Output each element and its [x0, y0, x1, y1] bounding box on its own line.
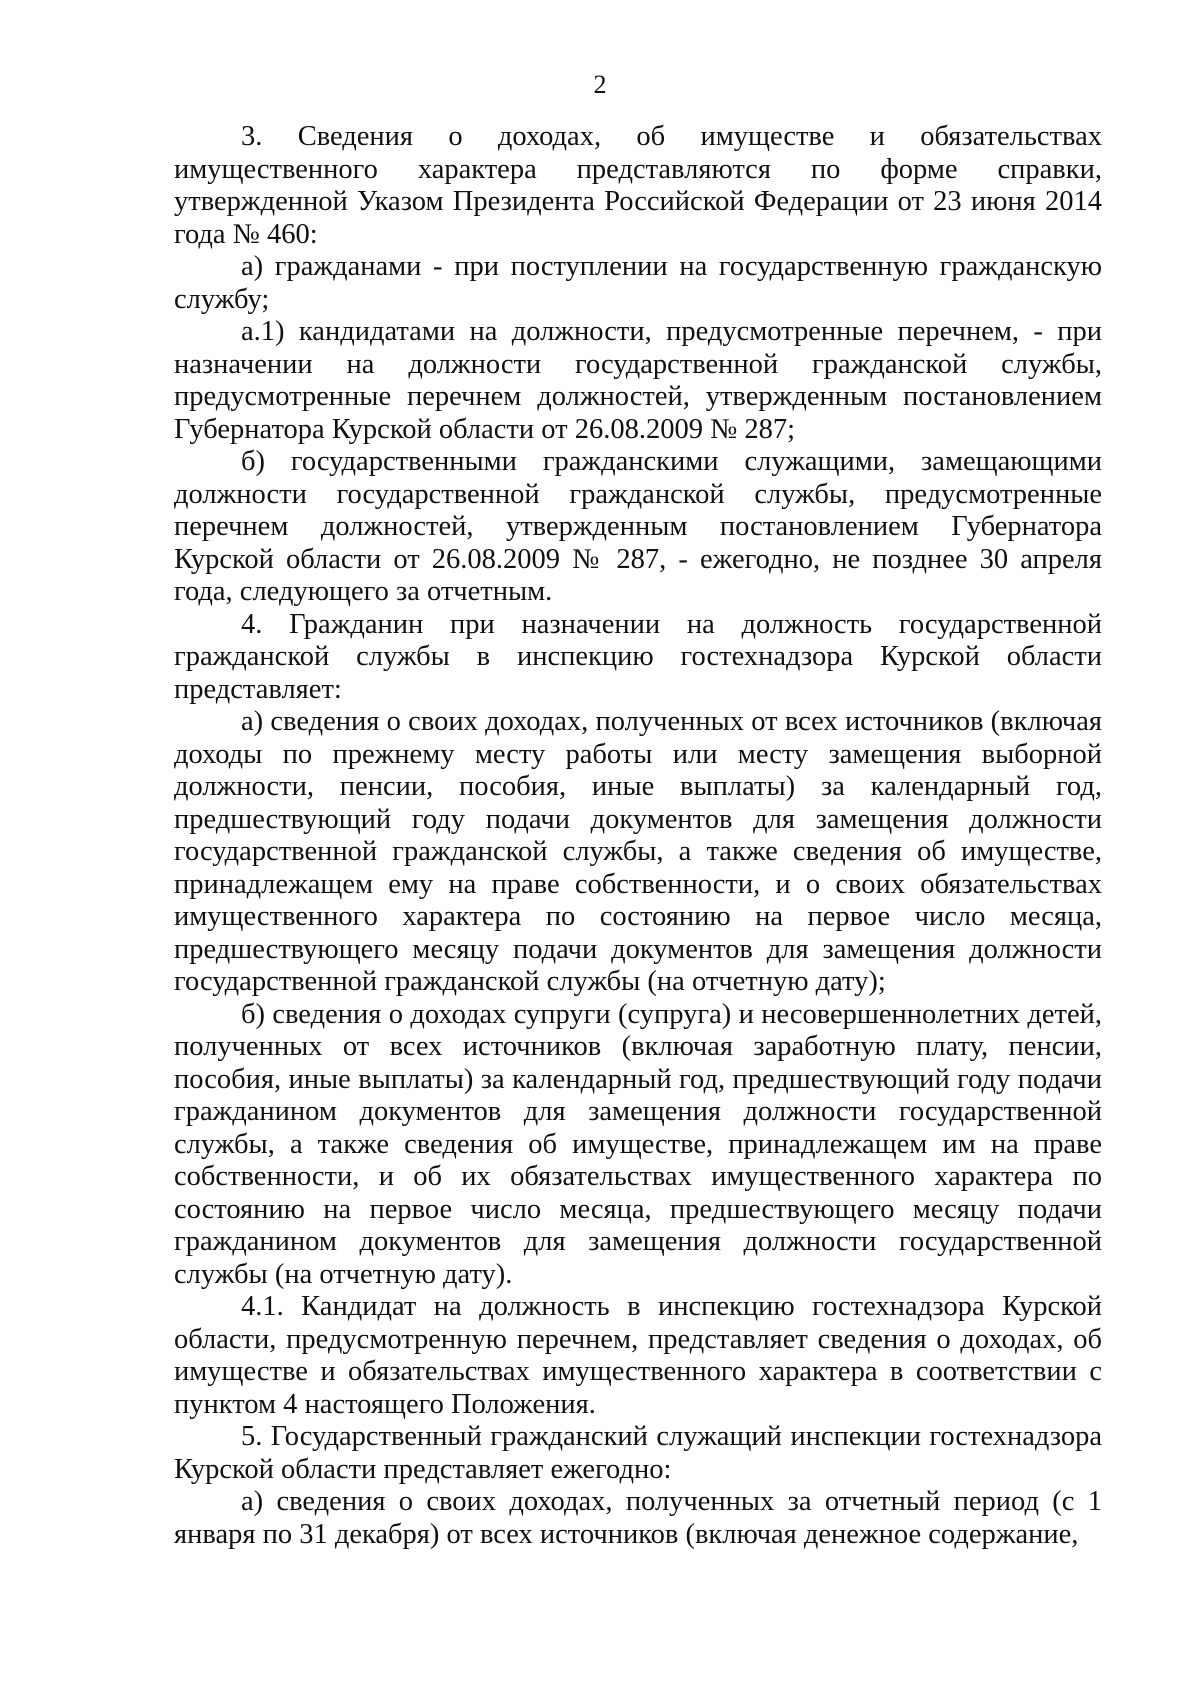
- paragraph-3a1: а.1) кандидатами на должности, предусмотренные перечнем, - при назначении на должности государственной гражданской службы, предусмотренные перечнем должностей, утвержденным постановлением Губернатора Курской области от 26.08.2009 № 287;: [174, 316, 1102, 445]
- paragraph-4a: а) сведения о своих доходах, полученных от всех источников (включая доходы по прежнему месту работы или месту замещения выборной должности, пенсии, пособия, иные выплаты) за календарный год, предшествующий году подачи документов для замещения должности государственной гражданской службы, а также сведения об имуществе, принадлежащем ему на праве собственности, и о своих обязательствах имущественного характера по состоянию на первое число месяца, предшествующего месяцу подачи документов для замещения должности государственной гражданской службы (на отчетную дату);: [174, 706, 1102, 997]
- page-number: 2: [593, 70, 607, 99]
- paragraph-3: 3. Сведения о доходах, об имуществе и обязательствах имущественного характера представляются по форме справки, утвержденной Указом Президента Российской Федерации от 23 июня 2014 года № 460:: [174, 121, 1102, 250]
- paragraph-4: 4. Гражданин при назначении на должность государственной гражданской службы в инспекцию гостехнадзора Курской области представляет:: [174, 608, 1102, 705]
- paragraph-3b: б) государственными гражданскими служащими, замещающими должности государственной гражданской службы, предусмотренные перечнем должностей, утвержденным постановлением Губернатора Курской области от 26.08.2009 № 287, - ежегодно, не позднее 30 апреля года, следующего за отчетным.: [174, 446, 1102, 607]
- document-body: [174, 121, 1102, 1551]
- paragraph-5a: а) сведения о своих доходах, полученных за отчетный период (с 1 января по 31 декабря) от всех источников (включая денежное содержание,: [174, 1486, 1102, 1550]
- paragraph-4-1: 4.1. Кандидат на должность в инспекцию гостехнадзора Курской области, предусмотренную перечнем, представляет сведения о доходах, об имуществе и обязательствах имущественного характера в соответствии с пунктом 4 настоящего Положения.: [174, 1291, 1102, 1420]
- paragraph-4b: б) сведения о доходах супруги (супруга) и несовершеннолетних детей, полученных от всех источников (включая заработную плату, пенсии, пособия, иные выплаты) за календарный год, предшествующий году подачи гражданином документов для замещения должности государственной службы, а также сведения об имуществе, принадлежащем им на праве собственности, и об их обязательствах имущественного характера по состоянию на первое число месяца, предшествующего месяцу подачи гражданином документов для замещения должности государственной службы (на отчетную дату).: [174, 998, 1102, 1290]
- paragraph-3a: а) гражданами - при поступлении на государственную гражданскую службу;: [174, 251, 1102, 315]
- paragraph-5: 5. Государственный гражданский служащий инспекции гостехнадзора Курской области представляет ежегодно:: [174, 1421, 1102, 1485]
